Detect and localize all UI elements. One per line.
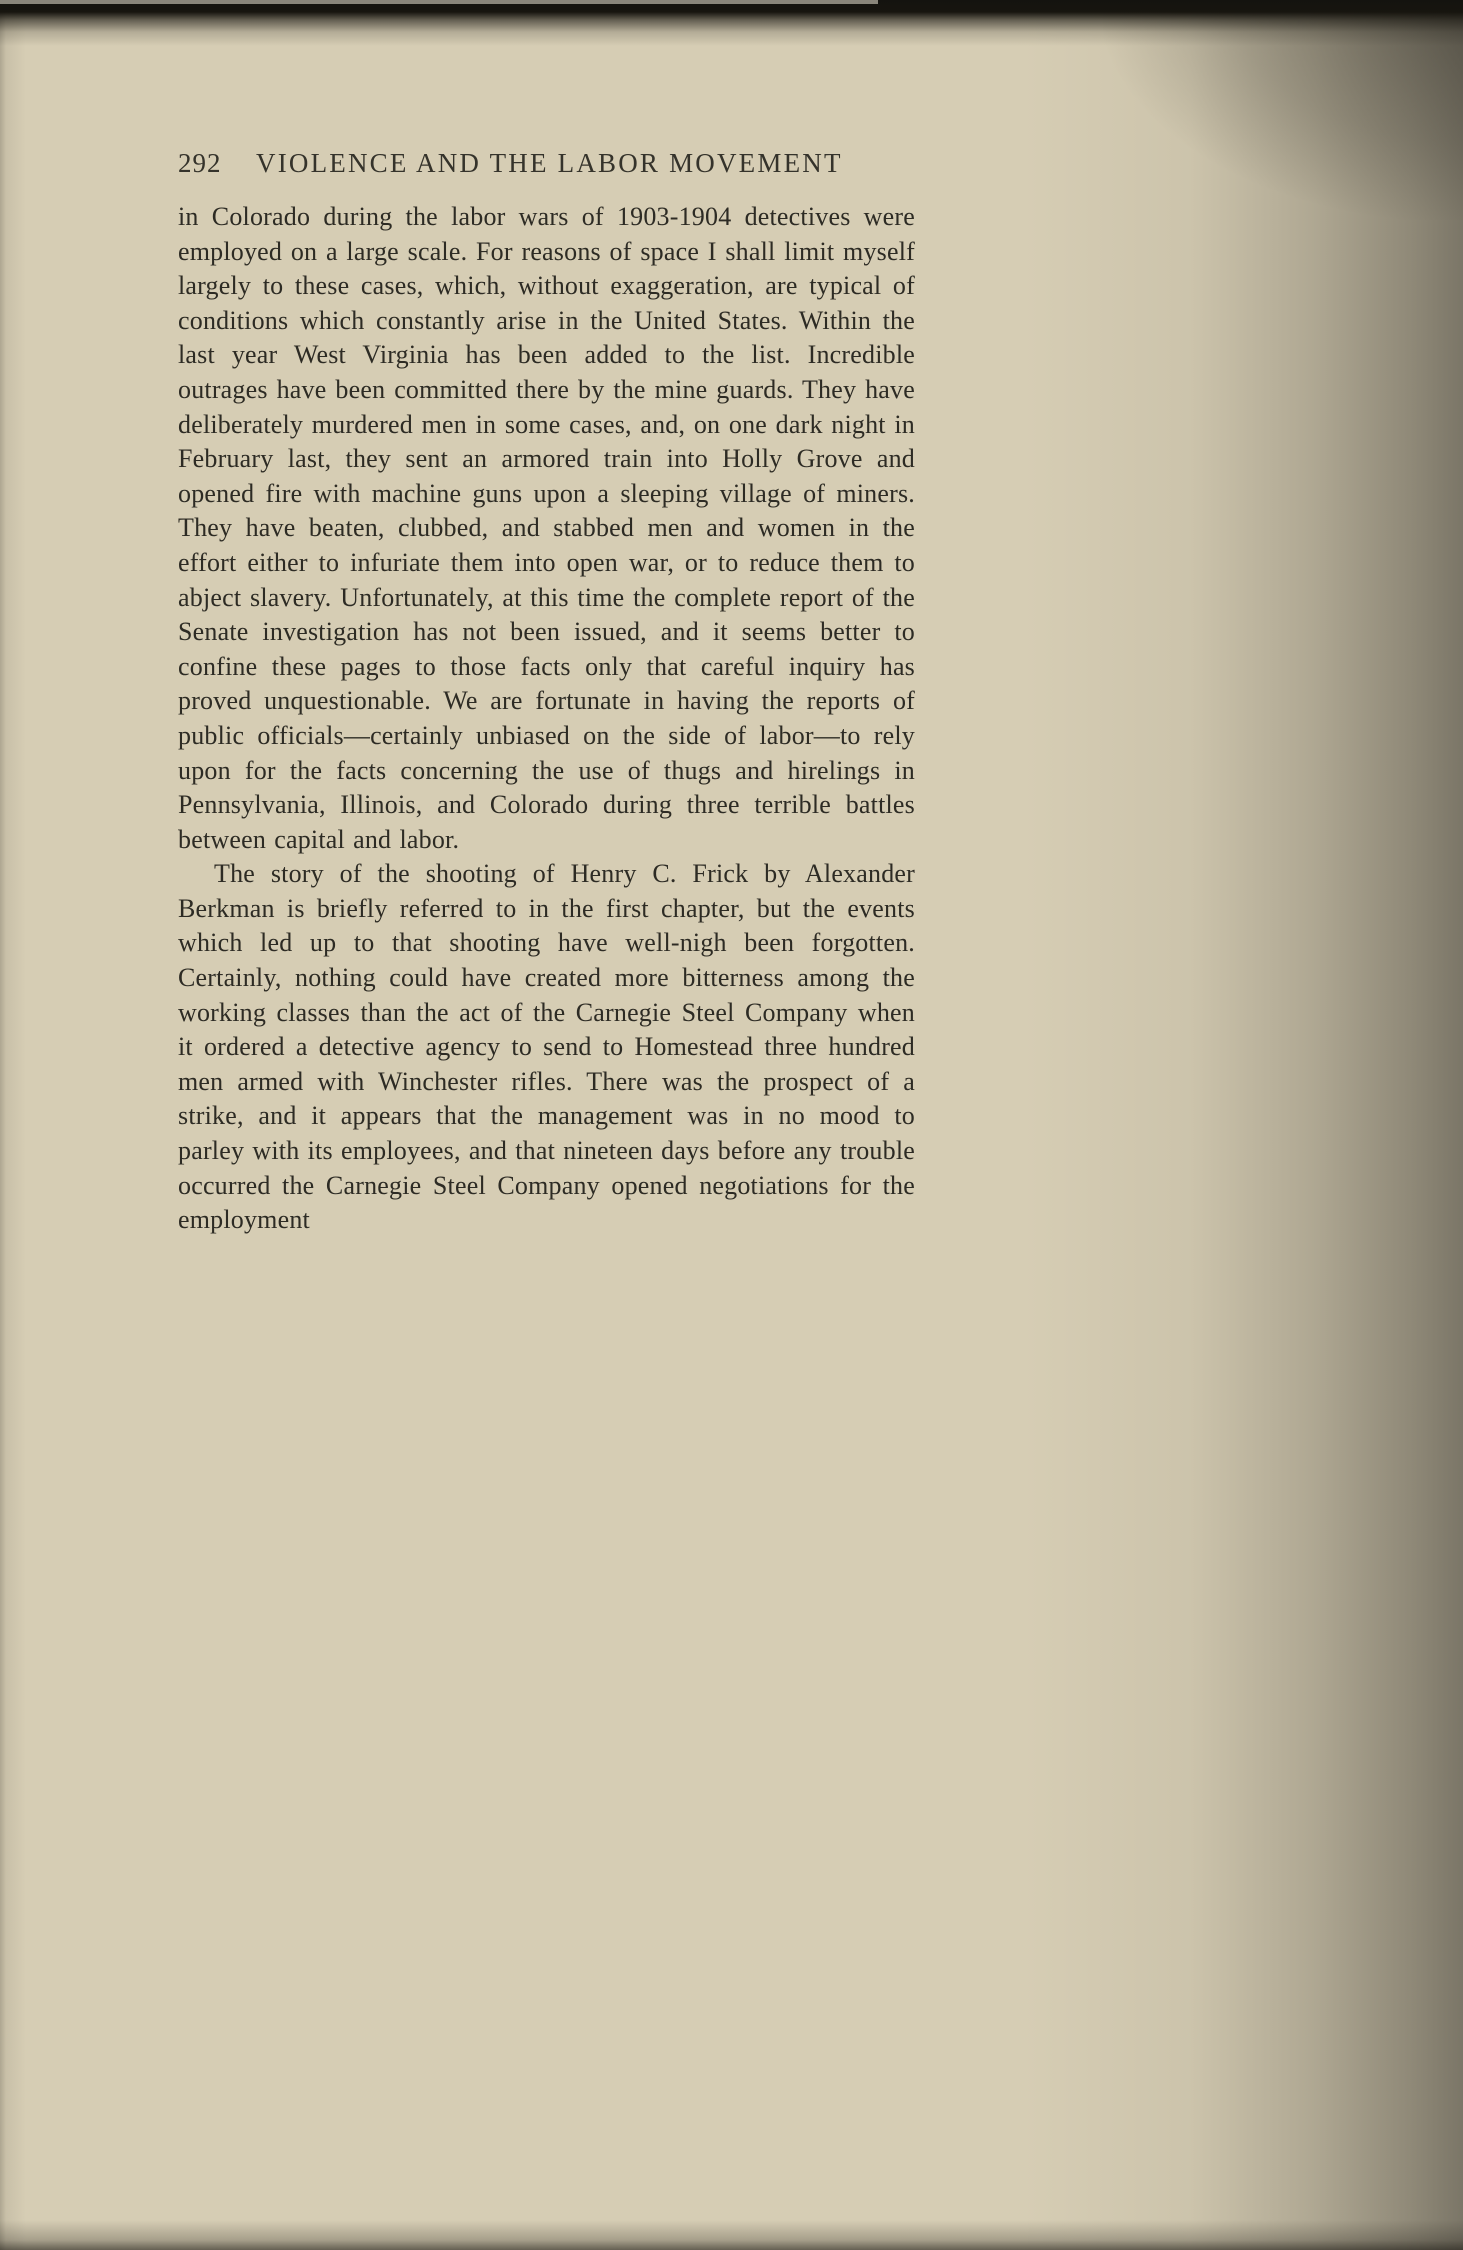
page-number: 292 [178, 148, 222, 178]
binding-edge [0, 0, 26, 2250]
body-text [178, 200, 915, 1238]
page-text-block [178, 148, 915, 1238]
page-curvature-shadow [1023, 0, 1463, 2250]
paragraph: in Colorado during the labor wars of 1903-1904 detectives were employed on a large scale. For reasons of space I shall limit myself largely to these cases, which, without exaggeration, are typical of conditions which constantly arise in the United States. Within the last year West Virginia has been added to the list. Incredible outrages have been committed there by the mine guards. They have deliberately murdered men in some cases, and, on one dark night in February last, they sent an armored train into Holly Grove and opened fire with machine guns upon a sleeping village of miners. They have beaten, clubbed, and stabbed men and women in the effort either to infuriate them into open war, or to reduce them to abject slavery. Unfortunately, at this time the complete report of the Senate investigation has not been issued, and it seems better to confine these pages to those facts only that careful inquiry has proved unquestionable. We are fortunate in having the reports of public officials—certainly unbiased on the side of labor—to rely upon for the facts concerning the use of thugs and hirelings in Pennsylvania, Illinois, and Colorado during three terrible battles between capital and labor. [178, 202, 915, 854]
scan-top-edge [0, 0, 1463, 46]
paragraph: The story of the shooting of Henry C. Frick by Alexander Berkman is briefly referred to in the first chapter, but the events which led up to that shooting have well-nigh been forgotten. Certainly, nothing could have created more bitterness among the working classes than the act of the Carnegie Steel Company when it ordered a detective agency to send to Homestead three hundred men armed with Winchester rifles. There was the prospect of a strike, and it appears that the management was in no mood to parley with its employees, and that nineteen days before any trouble occurred the Carnegie Steel Company opened negotiations for the employment [178, 859, 915, 1235]
running-head [178, 148, 915, 179]
scan-top-highlight [0, 0, 878, 4]
page-title: VIOLENCE AND THE LABOR MOVEMENT [256, 148, 843, 178]
scan-bottom-edge [0, 2220, 1463, 2250]
